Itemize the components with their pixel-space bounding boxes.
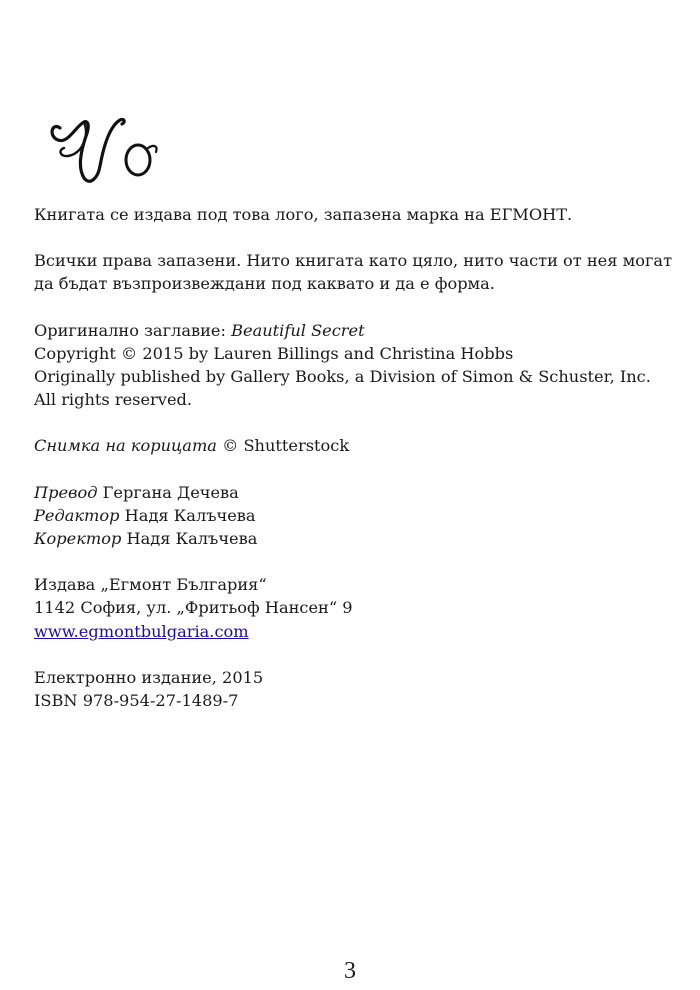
copyright-line: Copyright © 2015 by Lauren Billings and Christina Hobbs — [34, 343, 514, 363]
cover-credit-value: © Shutterstock — [222, 436, 350, 456]
credit-proofreader — [34, 527, 674, 550]
credit-role: Редактор — [34, 505, 120, 525]
reserved-line: All rights reserved. — [34, 390, 193, 410]
cover-credit — [34, 434, 674, 457]
original-title: Beautiful Secret — [231, 320, 365, 340]
uo-logo-icon — [38, 96, 168, 186]
original-title-line — [34, 319, 674, 342]
rights-notice: Всички права запазени. Нито книгата като цяло, нито части от нея могат да бъдат възпроизвеждани под каквато и да е форма. — [34, 251, 673, 294]
edition-line: Електронно издание, 2015 — [34, 667, 264, 687]
publisher-logo — [38, 96, 168, 186]
credit-name: Надя Калъчева — [126, 529, 258, 549]
credit-editor — [34, 504, 674, 527]
credit-name: Гергана Дечева — [102, 482, 239, 502]
credit-role: Превод — [34, 482, 98, 502]
credit-name: Надя Калъчева — [124, 505, 256, 525]
publisher-address: 1142 София, ул. „Фритьоф Нансен“ 9 — [34, 598, 353, 618]
cover-credit-label: Снимка на корицата — [34, 436, 217, 456]
logo-notice: Книгата се издава под това лого, запазена марка на ЕГМОНТ. — [34, 205, 573, 224]
publisher-name: Издава „Егмонт България“ — [34, 575, 267, 595]
imprint-text — [34, 203, 674, 712]
page-number: 3 — [344, 958, 356, 984]
published-line: Originally published by Gallery Books, a Division of Simon & Schuster, Inc. — [34, 367, 651, 387]
credit-translation — [34, 481, 674, 504]
publisher-website-link[interactable]: www.egmontbulgaria.com — [34, 621, 249, 641]
original-title-label: Оригинално заглавие: — [34, 320, 226, 340]
isbn-line: ISBN 978-954-27-1489-7 — [34, 691, 239, 711]
credit-role: Коректор — [34, 529, 122, 549]
